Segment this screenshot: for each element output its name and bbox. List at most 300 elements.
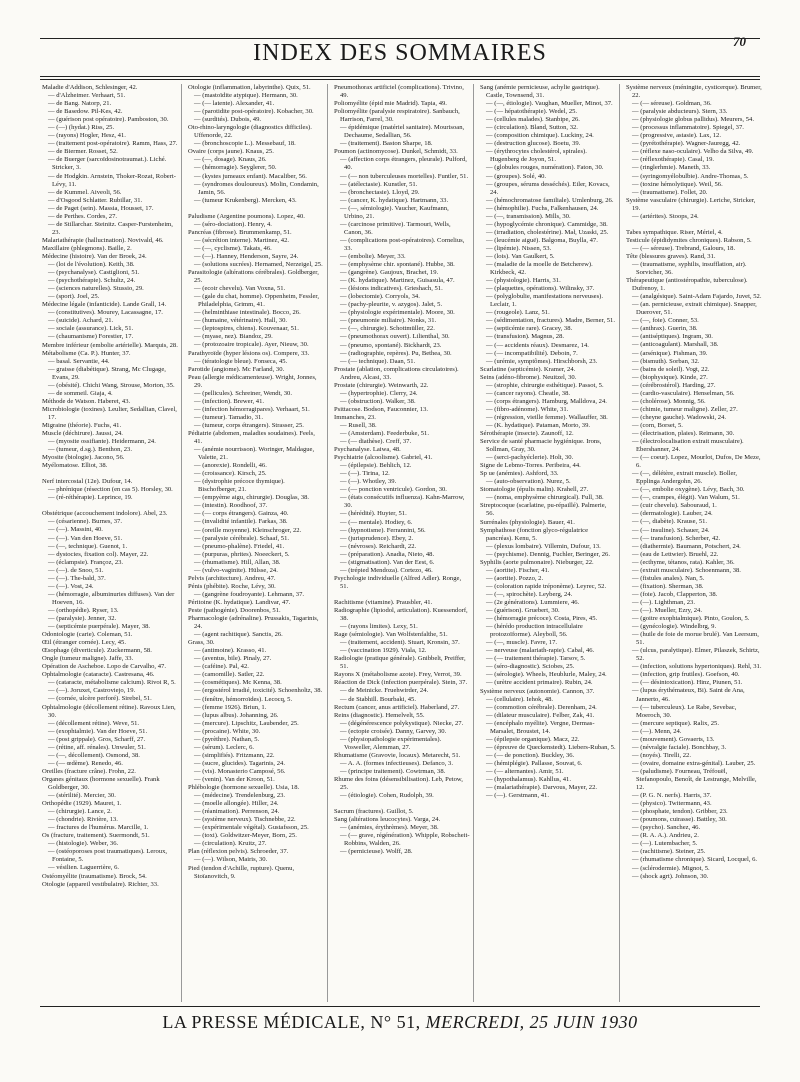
index-entry: — (arsénique). Fishman, 39. — [632, 349, 708, 357]
index-entry: — (hypoglycémie chronique). Cammidge, 38. — [486, 220, 608, 228]
index-entry: — (cornée, ulcère perforé). Sirebel, 51. — [48, 695, 152, 703]
index-entry: — (pellicules). Schreiner, Wendt, 30. — [194, 389, 292, 397]
index-entry: Tabes sympathique. Riser, Mériel, 4. — [626, 228, 723, 236]
index-entry: — (—). Lutembacher, 5. — [632, 840, 698, 848]
index-entry: — (lipémie). Nissen, 53. — [486, 244, 552, 252]
index-entry: — (sérum). Leclerc, 6. — [194, 743, 255, 751]
index-entry: Malariathérapie (hallucination). Novivald, 46. — [42, 236, 164, 244]
index-entry: — (Amsterdam). Feederbuke, 51. — [340, 430, 429, 438]
index-entry: — (sérologie). Wheels, Heublurle, Maley, 24. — [486, 671, 607, 679]
index-entry: — (extrait musculaire). Schoenmann, 38. — [632, 566, 741, 574]
index-entry: — de Buerger (sarcoïdosinotraumat.). Liché. Stricker, 3. — [48, 156, 167, 172]
index-entry: — de Stillarchar. Steinitz. Casper-Furstenheim, 23. — [48, 220, 173, 236]
index-entry: — (paludisme). Fourneau, Tréfouël, Stefanopoulo, Benoît, de Lestrange, Melville, 12. — [632, 767, 757, 792]
index-entry: — graisse (diabétique). Strang, Mc Clugage, Evans, 29. — [48, 365, 166, 381]
index-entry: — de Hodgkin. Arnstein, Thoker-Rozat, Robert-Lévy, 11. — [48, 172, 176, 188]
index-entry: Ostéomyélite (traumatisme). Brock, 54. — [42, 872, 147, 880]
index-entry: — (infection hémorragipares). Verhaart, 51. — [194, 405, 310, 413]
index-entry: — épidémique (matériel sanitaire). Mourisoan, Dechaume, Sedallian, 56. — [340, 124, 465, 140]
index-entry: — (hémiplégie). Pallasse, Souvat, 6. — [486, 759, 583, 767]
index-entry: — (commotion cérébrale). Derenham, 24. — [486, 703, 597, 711]
index-entry: — (—, délétère, extrait muscle). Boller, Epplinga Andergohn, 26. — [632, 470, 738, 486]
index-entry: — (—). Lighthman, 23. — [632, 598, 695, 606]
index-entry: — (bismuth). Sorban, 32. — [632, 357, 700, 365]
index-entry: — (cellules malades). Stanbipe, 26. — [486, 116, 580, 124]
index-entry: Sang (altérations leucocytes). Varga, 24. — [334, 816, 441, 824]
index-entry: — (malariathérapie). Darvous, Mayer, 22. — [486, 784, 598, 792]
index-entry: — (pneumonie miliaire). Nonks, 31. — [340, 317, 437, 325]
index-entry: — (ostéoporoses post traumatiques). Leroux, Fontaine, 5. — [48, 848, 168, 864]
index-entry: — (shock agrt). Johnson, 30. — [632, 872, 709, 880]
index-entry: — (tumeur Krukenberg). Mercken, 43. — [194, 196, 297, 204]
index-entry: — (hypertrophie). Clerry, 24. — [340, 389, 418, 397]
index-entry: — (pachy-pleurite, v. azygos). Jalet, 5. — [340, 301, 443, 309]
index-entry: Scarlatine (septicémie). Kramer, 24. — [480, 365, 576, 373]
index-entry: — (tumeur). Tamadio, 31. — [194, 413, 264, 421]
index-entry: — (— séreuse). Goldman, 36. — [632, 100, 712, 108]
index-entry: — (régression, vieille femme). Wallauffer, 38. — [486, 413, 608, 421]
index-entry: — (ecoir chevelu). Van Voxna, 51. — [194, 285, 286, 293]
index-entry: — (psychisme). Dennig, Fuchler, Beringer, 26. — [486, 550, 610, 558]
index-entry: — d'Osgood Schlatter. Rubillar, 31. — [48, 196, 143, 204]
index-entry: — (— désintoxication). Hinz, Piunen, 51. — [632, 679, 743, 687]
index-entry: — (électrisation, plaies). Reimann, 30. — [632, 429, 735, 437]
index-entry: — (paralysie abducteurs). Stern, 33. — [632, 108, 728, 116]
index-entry: — (bronchoscopie L.). Messebauf, 18. — [194, 140, 296, 148]
index-entry: — (cancer, K. hydatique). Hartmann, 33. — [340, 196, 449, 204]
index-entry: Tête (blessures graves). Rand, 31. — [626, 252, 716, 260]
index-entry: — (cheyne gauche). Wadowski, 24. — [632, 413, 727, 421]
index-entry: — (sédimentation, fractures). Madre, Berner, 51. — [486, 317, 615, 325]
index-entry: — (cellulaire). Iehok, 48. — [486, 695, 554, 703]
index-entry: — (histologie). Weber, 36. — [48, 840, 119, 848]
index-entry: Muscle (déchirure). Jaussi, 24. — [42, 430, 123, 438]
index-entry: Ovaire (corps jaune). Knaus, 25. — [188, 148, 274, 156]
index-entry: — (paralysie cérébrale). Schaaf, 51. — [194, 534, 290, 542]
index-entry: — (— technique). Daan, 51. — [340, 357, 416, 365]
index-entry: — (trépied Mendoza). Cortezo, 46. — [340, 566, 433, 574]
index-entry: Peste (pathogénie). Doorenbos, 51. — [188, 607, 281, 614]
index-entry: Médecine (histoire). Van der Broek, 24. — [42, 252, 147, 260]
index-entry: — (cancer rayons). Cheatle, 38. — [486, 389, 571, 397]
index-entry: — (caféine). Pal, 42. — [194, 663, 249, 671]
index-entry: — (destruction glucose). Boetu, 39. — [486, 140, 581, 148]
index-entry: — (urémie, symptômes). Hirschborsh, 23. — [486, 357, 598, 365]
index-entry: Système nerveux (autonomie). Cannon, 37. — [480, 687, 595, 695]
section-gap — [626, 221, 762, 229]
index-entry: — (physico). Twitermann, 43. — [632, 800, 712, 808]
index-entry: — (mercure). Lipschitz, Laubender, 25. — [194, 719, 299, 727]
index-entry: — (gangrène foudroyante). Lehmann, 37. — [194, 590, 305, 598]
index-entry: — (— traitement thérapie). Tarsov, 5. — [486, 655, 586, 663]
index-entry: — (— insuline). Schauer, 24. — [632, 526, 710, 534]
index-entry: — de sommeil. Giaja, 4. — [48, 389, 113, 397]
index-entry: — (—). Hanney, Henderson, Sayre, 24. — [194, 252, 299, 260]
index-entry: — (physiologie globus pallidus). Meurers, 54. — [632, 116, 754, 124]
index-entry: — (artérites). Stoops, 24. — [632, 212, 699, 220]
index-entry: — (aortite). Pozzo, 2. — [486, 574, 544, 582]
index-entry: — (dystrophie précoce thymique). Bischofberger, 21. — [194, 478, 285, 494]
index-entry: — (polyglobulie, manifestations nerveuses). Leclair, 1. — [486, 293, 604, 309]
index-entry: — (dilateur musculaire). Felber, Zak, 41. — [486, 711, 595, 719]
index-entry: — (— non tuberculeuses mortelles). Funtler, 51. — [340, 172, 469, 180]
index-entry: — (physiologie). Harris, 31. — [486, 277, 561, 285]
index-entry: Psittacose. Bodson, Fauconnier, 13. — [334, 405, 429, 413]
index-entry: — (circulation). Kruitz, 27. — [194, 840, 267, 848]
index-entry: — de Stabhill. Bourbaki, 45. — [340, 695, 417, 703]
index-entry: Pénis (phébite). Roche, Lévy, 30. — [188, 582, 276, 590]
index-entry: — (globules rouges, numération). Faton, 30. — [486, 164, 604, 172]
index-entry: Reins (diagnostic). Hemelvelt, 55. — [334, 711, 425, 719]
index-entry: — (—). Wilson, Mairis, 30. — [194, 856, 268, 864]
index-entry: — (épreuve de Queckenstedt). Liebers-Ruban, 5. — [486, 743, 616, 751]
index-entry: Maladie d'Addison, Schlesinger, 42. — [42, 84, 138, 91]
index-entry: — (fibro-adénome). White, 31. — [486, 405, 569, 413]
index-entry: — (emphysème chir. spontané). Hubbe, 38. — [340, 261, 455, 269]
index-entry: — basal. Servantie, 44. — [48, 357, 110, 365]
index-entry: — (étiologie). Cohen, Rudolph, 39. — [340, 792, 434, 800]
index-entry: — (traitement post-opératoire). Ramm, Hass, 27. — [48, 140, 178, 148]
index-entry: — (chondrie). Rivière, 13. — [48, 816, 118, 824]
index-entry: — (névroses). Reichardt, 22. — [340, 542, 417, 550]
index-entry: — (cataracte, métabolisme calcium). Rivoi R, 5. — [48, 679, 176, 687]
index-entry: — (—, cyclisme). Takats, 46. — [194, 244, 272, 252]
index-entry: — (transfusion). Magnus, 28. — [486, 333, 565, 341]
index-entry: — (empyème aigu, chirurgie). Douglas, 38. — [194, 494, 310, 502]
index-entry: — (bains de soleil). Vogt, 22. — [632, 365, 710, 373]
index-entry: — (rhumatisme chronique). Sicard, Locquel, 6. — [632, 856, 758, 864]
index-entry: Médecine légale (infanticide). Lande Grall, 14. — [42, 301, 167, 309]
index-entry: — (épilepsie organique). Macz, 22. — [486, 735, 580, 743]
index-entry: — (gangrène). Gaujoux, Brachet, 19. — [340, 269, 439, 277]
index-entry: Rhumatisme (Gravovie, locaux). Metarecht, 51. — [334, 751, 461, 759]
index-entry: — (—, spirochète). Leyberg, 24. — [486, 590, 573, 598]
index-entry: — (composition chimique). Luckiny, 24. — [486, 132, 594, 140]
index-entry: — (suicide). Achard, 21. — [48, 317, 114, 325]
index-entry: Odontologie (carie). Coleman, 51. — [42, 631, 133, 639]
index-entry: — (—, technique). Guenot, 1. — [48, 542, 128, 550]
index-entry: — (analgésique). Saint-Adam Fajardo, Juvet, 52. — [632, 293, 762, 301]
index-entry: — (— tuberculeux). Le Rabe, Sevebac, Moeroch, 30. — [632, 703, 737, 719]
index-entry: Surrénales (physiologie). Bauer, 41. — [480, 518, 575, 526]
index-entry: Métabolisme (Ca. P.). Hunter, 37. — [42, 349, 131, 357]
index-entry: — (myosite ossifiante). Heidermann, 24. — [48, 438, 156, 446]
index-entry: — (rayons) Hogler, Hesz, 41. — [48, 132, 126, 140]
index-entry: — (mercure septique). Ralix, 25. — [632, 719, 719, 727]
index-entry: — (— grave, régénération). Whipple, Robscheit-Robbins, Walden, 26. — [340, 832, 470, 848]
index-entry: — dystocies, fixation col). Mayer, 22. — [48, 550, 149, 558]
index-entry: — (strophie, chirurgie esthétique). Passot, 5. — [486, 381, 604, 389]
index-entry: — (fenêtre, hémorroïdes). Lecocq, 5. — [194, 695, 293, 703]
index-entry: — de Bang. Natorp, 21. — [48, 100, 112, 108]
index-entry: — (états consécutifs influenza). Kahn-Marrow, 30. — [340, 494, 465, 510]
index-entry: Méthode de Watson. Haberet, 43. — [42, 397, 131, 405]
index-entry: — (plaquettes, opérations). Wilinsky, 37. — [486, 285, 595, 293]
index-entry: — (post grippale). Gros, Scharff, 27. — [48, 735, 146, 743]
index-entry: — (2e générations). Lummiere, 46. — [486, 599, 580, 606]
index-entry: — (aortite). Fischer, 41. — [486, 566, 550, 574]
index-entry: — (lupus albus). Johanning, 26. — [194, 711, 279, 719]
index-entry: — (—). Joruxet, Castroviejo, 19. — [48, 687, 136, 695]
index-entry: — (séro-diagnostic). Sciobes, 25. — [486, 663, 575, 671]
index-entry: — (oreille moyenne). Kleinschroger, 22. — [194, 526, 302, 534]
index-entry: Psychanalyse. Laiwa, 48. — [334, 446, 401, 454]
index-entry: — (circulation). Bland, Sutton, 32. — [486, 124, 578, 132]
index-entry: — (psychothérapie). Schultz, 24. — [48, 277, 136, 285]
index-entry: — (complications post-opératoires). Cornelius, 33. — [340, 236, 465, 252]
index-entry: — (système nerveux). Tischnebbe, 22. — [194, 816, 296, 824]
index-entry: — (traumatisme, syphilis, insufflation, air). Sorvicher, 36. — [632, 260, 747, 277]
index-entry: Ongle (tumeur maligne). Jaffe, 33. — [42, 655, 134, 663]
index-entry: — (ergostérol irradié, toxicité). Schoenholtz, 38. — [194, 687, 323, 695]
index-entry: — (—). de Snoo, 51. — [48, 566, 104, 574]
index-entry: — (—, décollement). Osmond, 38. — [48, 751, 140, 759]
index-entry: Rage (sémiologie). Van Wolfstenfalthe, 51. — [334, 631, 448, 639]
index-entry: — (bronchectasie). Lloyd, 29. — [340, 188, 420, 196]
index-entry: Plan (réflexion pelvis). Schroeder, 37. — [188, 848, 289, 856]
index-entry: — (mastoïdite atypique). Hermann, 30. — [194, 92, 298, 100]
index-entry: — (vulvo-vaginite). Hülsse, 24. — [194, 566, 278, 574]
footer-rule — [40, 1006, 760, 1007]
index-entry: — (invalidité infantile). Farkas, 38. — [194, 518, 288, 526]
index-entry: — (anorexie). Rondelli, 46. — [194, 462, 267, 470]
index-entry: — phrénique (résection (en cas 5). Horsley, 30. — [48, 486, 173, 494]
index-entry: — (—). Vost, 24. — [48, 582, 94, 590]
page-number: 70 — [733, 34, 746, 49]
index-entry: — (irradiation, cholestérine). Mał, Uzaski, 25. — [486, 228, 609, 236]
index-entry: — (— mentale). Hodiey, 6. — [340, 518, 413, 526]
index-entry: — (—, chirurgie). Schottmüller, 22. — [340, 325, 435, 333]
page-title: INDEX DES SOMMAIRES — [253, 40, 547, 66]
index-entry: — de Paget (sein). Massia, Housset, 17. — [48, 204, 154, 212]
index-entry: Système vasculaire (chirurgie). Leriche, Stricker, 19. — [626, 196, 756, 212]
index-entry: — nerveuse (malariath-rapie). Cabal, 46. — [486, 647, 595, 655]
index-entry: — (auto-observation). Nurez, 5. — [486, 478, 571, 486]
index-entry: Testicule (épididymites chroniques). Rabson, 5. — [626, 236, 752, 244]
index-entry: — (sciences naturelles). Stussio, 29. — [48, 285, 144, 293]
index-entry: — (femme 1926). Briun, 1. — [194, 703, 267, 711]
index-entry: — d'Alzheimer. Verhaart, 51. — [48, 92, 126, 100]
index-entry: Pneumothorax artificiel (complications). Trivino, 49. — [334, 84, 464, 100]
index-entry: — (protozoaire tropicale). Ayer, Nieuw, 30. — [194, 341, 309, 349]
index-entry: Psychiatrie (alcoolisme). Gabriel, 41. — [334, 454, 433, 462]
index-entry: Poliomyélite (épid mie Madrid). Tapia, 49. — [334, 100, 447, 108]
index-entry: Parasitologie (altérations cérébrales). Goldberger, 25. — [188, 269, 319, 285]
index-entry: — (—, sémiologie). Vaucher, Kaufmann, Urbino, 21. — [340, 204, 449, 220]
index-entry: — (venin). Van der Kroon, 51. — [194, 775, 275, 783]
index-entry: Nerf intercostal (12e). Dufour, 14. — [42, 478, 133, 486]
index-entry: — (— alternantes). Amir, 51. — [486, 767, 564, 775]
index-entry: — (—, dosage). Knaus, 26. — [194, 156, 267, 164]
index-entry: Sérothérapie (insecte). Zaunoff, 12. — [480, 430, 574, 438]
index-entry: — (jurisprudence). Ebey, 2. — [340, 534, 414, 542]
index-entry: — (atélectasie). Kunstler, 51. — [340, 180, 418, 188]
index-entry: — (tératologie bleue). Fonseca, 45. — [194, 357, 288, 365]
index-entry: — A. A. (formes infectieuses). Defanco, 3. — [340, 759, 453, 767]
index-entry: — (chirurgie). Lance, 2. — [48, 808, 112, 816]
index-entry: — (leucémie aiguë). Balgoma, Buylla, 47. — [486, 236, 598, 244]
index-entry: Otologie (inflammation, labyrinthe). Quix, 51. — [188, 84, 311, 91]
index-entry: — (vaccination 1929). Viala, 12. — [340, 647, 427, 655]
index-entry: — (hémorragie, albuminuries diffuses). Van der Hoeven, 16. — [48, 590, 175, 606]
index-entry: — (biophysique). Kinde, 27. — [632, 373, 708, 381]
index-entry: — (aventus, bile). Pinaly, 27. — [194, 655, 272, 663]
index-column-4 — [480, 84, 620, 1002]
index-entry: — (hypnotisme). Ferrannini, 56. — [340, 526, 426, 534]
top-rule — [40, 38, 760, 39]
index-entry: Microbiologie (toxines). Leulier, Sedallian, Clavel, 17. — [42, 405, 177, 421]
index-entry: — (lupus érythémateux, Bi). Saint de Ana, Jannerto, 46. — [632, 687, 745, 703]
index-entry: — (antimoine). Krasso, 41. — [194, 647, 267, 655]
index-entry: — (eau de Lettwier). Bruehl, 22. — [632, 550, 719, 558]
index-entry: — (— latente). Alexander, 41. — [194, 100, 275, 108]
index-entry: — (anémie nourrisson). Woringer, Maldague, Valette, 21. — [194, 446, 315, 462]
index-entry: — (toxi). Goldwitzer-Meyer, Born, 25. — [194, 832, 297, 840]
index-entry: — (embolie). Meyer, 33. — [340, 252, 406, 260]
index-entry: — (fixation). Sherman, 38. — [632, 582, 704, 590]
index-entry: — (lois). Van Gaulkert, 5. — [486, 252, 555, 260]
index-entry: — (coloration rapide tréponème). Leyrec, 52. — [486, 582, 607, 590]
index-entry: Service de santé pharmacie hygiénique. Irons, Sollman, Gray, 30. — [480, 438, 602, 454]
index-entry: — (pyrétothérapie). Wagner-Jauregg, 42. — [632, 140, 741, 148]
index-entry: Myélomatose. Elliot, 38. — [42, 462, 108, 470]
index-entry: — (purpuras, phrites). Noeeckert, 5. — [194, 550, 290, 558]
section-gap — [42, 502, 178, 510]
index-entry: — (syndromes douloureux). Molin, Condamin, Jamin, 56. — [194, 180, 319, 196]
index-entry: Otologie (appareil vestibulaire). Richter, 33. — [42, 880, 159, 888]
index-entry: — (K. hydatique). Pataman, Morto, 39. — [486, 421, 591, 429]
index-entry: — (anticoagulant). Marshall, 38. — [632, 341, 719, 349]
index-entry: — (hémorragie). Seyglerer, 50. — [194, 164, 277, 172]
index-entry: Ophtalmologie (cataracte). Castresana, 46. — [42, 671, 155, 679]
index-entry: — de Meinicke. Fruehwirder, 24. — [340, 687, 429, 695]
index-entry: — (leptospires, chiens). Kouvenaar, 51. — [194, 325, 299, 333]
index-entry: — (camomille). Satler, 22. — [194, 671, 265, 679]
index-entry: — (radiographie, repères). Pu, Bethea, 30. — [340, 349, 452, 357]
index-entry: — (fistules anales). Nan, 5. — [632, 574, 705, 582]
index-entry: Rhume des foins (désensibilisation). Leb, Petow, 25. — [334, 775, 463, 792]
index-entry: — (hypothalamus). Kahllus, 41. — [486, 776, 571, 784]
index-entry: — (—). Van den Hoeve, 51. — [48, 534, 123, 542]
index-entry: — (psychanalyse). Castiglioni, 51. — [48, 269, 140, 277]
index-entry: — (groupes). Solé, 40. — [486, 172, 547, 180]
index-entry: — (traumatisme). Follet, 20. — [632, 188, 708, 196]
index-entry: — (psycho). Sanchez, 46. — [632, 824, 701, 832]
index-entry: — (ovaire, domaine extra-génital). Lauber, 25. — [632, 759, 756, 767]
index-entry: Radiographie (lipiodol, articulation). Kuessendorf, 38. — [334, 607, 468, 623]
index-entry: — (expérimentale végétal). Gustafsson, 25. — [194, 824, 309, 832]
index-entry: — (—, crampes, élégit). Van Walum, 51. — [632, 494, 740, 502]
index-entry: — (— corps étrangers). Gainza, 40. — [194, 510, 289, 518]
index-entry: Péritoine (K. hydatique). Landivar, 47. — [188, 598, 291, 606]
index-entry: — (—, transmission). Mills, 30. — [486, 212, 571, 220]
index-entry: — (encéphalo myélite). Vergne, Dermas-Marsalet, Broustet, 14. — [486, 719, 595, 735]
index-entry: — (processus inflammatoire). Spiegel, 37. — [632, 124, 744, 132]
index-entry: Immanches, 23. — [334, 413, 376, 421]
index-entry: — de Biermer. Rosset, 52. — [48, 148, 118, 156]
index-entry: Poumon (actinomycose). Dunkel, Schmidt, 33. — [334, 148, 458, 156]
index-entry: — (syringomyélobulbie). Andre-Thomas, 5. — [632, 172, 749, 180]
index-entry: — de Kummel. Aiveoli, 56. — [48, 188, 122, 196]
index-entry: — (ectopie croisée). Danny, Garvey, 30. — [340, 727, 447, 735]
index-entry: — (K. hydatique). Martinez, Guisasula, 47. — [340, 277, 455, 285]
index-entry: — de Perthes. Cordes, 27. — [48, 212, 118, 220]
index-entry: — (P. G. N. nerfs). Harris, 37. — [632, 792, 712, 800]
index-entry: — (diathermie). Baumann, Potschert, 24. — [632, 542, 741, 550]
index-entry: — (réflexe naso-oculaire). Velho da Silva, 49. — [632, 148, 754, 156]
index-entry: — (septicémie puerpérale). Mayer, 38. — [48, 623, 151, 631]
index-entry: Phlébologie (hormone sexuelle). Usia, 18. — [188, 784, 300, 792]
index-entry: — (cuir chevelu). Sabouraud, 1. — [632, 502, 717, 510]
index-entry: — (dermatologie). Lauber, 24. — [632, 510, 713, 518]
index-entry: — (hérédo production intracellulaire protozoïforme). Aleyboll, 56. — [486, 623, 583, 639]
index-entry: Pelvis (architecture). Andreu, 47. — [188, 574, 276, 582]
index-entry: Poliomyélite (paralysie respiratoire). Sanbauch, Harrison, Farrel, 30. — [334, 108, 460, 124]
page-footer — [0, 1012, 800, 1033]
index-entry: — (helminthiase intestinale). Bocco, 26. — [194, 309, 301, 317]
index-entry: — (cardio-vasculaire). Henselman, 56. — [632, 389, 735, 397]
index-entry: — (goitre exophtalmique). Pinto, Goulon, 5. — [632, 615, 750, 623]
index-entry: — (R. A. A.). Andrieu, 2. — [632, 832, 699, 840]
index-entry: Syphilis (aorte pulmonaire). Nieburger, 22. — [480, 558, 594, 566]
index-entry: — (—). Massini, 40. — [48, 526, 103, 534]
index-entry: — (affection corps étrangers, pleurale). Pulford, 40. — [340, 156, 467, 172]
index-entry: — (rayons limites). Lexy, 51. — [340, 623, 418, 631]
index-entry: — (principe traitement). Cowtrman, 38. — [340, 767, 446, 775]
index-entry: — (obésité). Chichi Wang, Strouse, Morton, 35. — [48, 381, 175, 389]
index-entry: — (rétine, aff. rénales). Unwuler, 51. — [48, 743, 146, 751]
index-entry: Maxillaire (phlegmons). Baille, 2. — [42, 244, 132, 252]
index-entry: — (huile de foie de morue brulé). Van Leersum, 51. — [632, 631, 759, 647]
index-entry: — (pneumo-phalène). Friedel, 41. — [194, 542, 285, 550]
index-entry: — (urètre accident primaire). Rubin, 24. — [486, 679, 593, 687]
index-entry: Signe de Lebmo-Torres. Peribeira, 44. — [480, 462, 581, 470]
index-entry: Organes génitaux (hormone sexuelle). Frank Goldberger, 30. — [42, 775, 160, 791]
index-entry: — (plexus lombaire). Villemin, Dufour, 13. — [486, 542, 601, 550]
index-entry: — (—, foie). Conner, 53. — [632, 317, 699, 325]
index-entry: — (myase, nez). Biandoz, 29. — [194, 333, 273, 341]
index-entry: — vésilien. Laguerrière, 6. — [48, 864, 120, 872]
index-entry: — (sécrétion interne). Martinez, 42. — [194, 236, 290, 244]
index-entry: — (pyrèthre). Nathan, 5. — [194, 735, 260, 743]
index-entry: Opération de Ascheboe. Lopo de Carvalho, 47. — [42, 663, 166, 671]
index-entry: Peau (allergie médicamenteuse). Wright, Jonnes, 29. — [188, 373, 317, 389]
index-entry: — (électrolocalisation extrait musculaire). Ebershanner, 24. — [632, 438, 744, 454]
index-entry: Obstétrique (accouchement indolore). Abel, 23. — [42, 510, 168, 518]
index-entry: — (phosphate, tendon). Gribber, 23. — [632, 808, 728, 816]
index-entry: — (infection, solutions hypertoniques). Rehl, 31. — [632, 663, 762, 671]
index-entry: Pancréas (fibrose). Brummenkamp, 51. — [188, 228, 292, 236]
title-rule — [40, 76, 760, 77]
index-entry: — (sucre, glucides). Tagarinis, 24. — [194, 759, 285, 767]
index-entry: — (corn, Borset, 5. — [632, 421, 683, 429]
index-entry: — (hérédité). Huyter, 51. — [340, 510, 407, 518]
footer-date: MERCREDI, 25 JUIN 1930 — [425, 1012, 638, 1032]
index-entry: — (— œdème). Renedo, 46. — [48, 759, 123, 767]
index-entry: — (croissance). Kirsch, 25. — [194, 470, 267, 478]
index-entry: — (cosmétiques). Mc Kenna, 38. — [194, 679, 282, 687]
index-entry: — (chimie, tumeur maligne). Zeller, 27. — [632, 405, 738, 413]
index-entry: — (groupes, sérums desséchés). Eiler, Kovacs, 24. — [486, 180, 610, 196]
index-entry: — (moelle allongée). Hiller, 24. — [194, 800, 279, 808]
index-entry: — (—, muscle). Favre, 17. — [486, 639, 558, 647]
index-entry: — (— ponction ventricule). Gordon, 30. — [340, 486, 447, 494]
index-entry: — (réflexothérapie). Casal, 19. — [632, 156, 715, 164]
index-entry: Parathyroïde (hyper lésions os). Compere, 33. — [188, 349, 310, 357]
index-entry: — (dégénérescence polykystique). Niecke, 27. — [340, 719, 464, 727]
index-entry: — (—, diabète). Krause, 51. — [632, 518, 708, 526]
index-entry: — (humaine, vétérinaire). Hall, 30. — [194, 317, 288, 325]
